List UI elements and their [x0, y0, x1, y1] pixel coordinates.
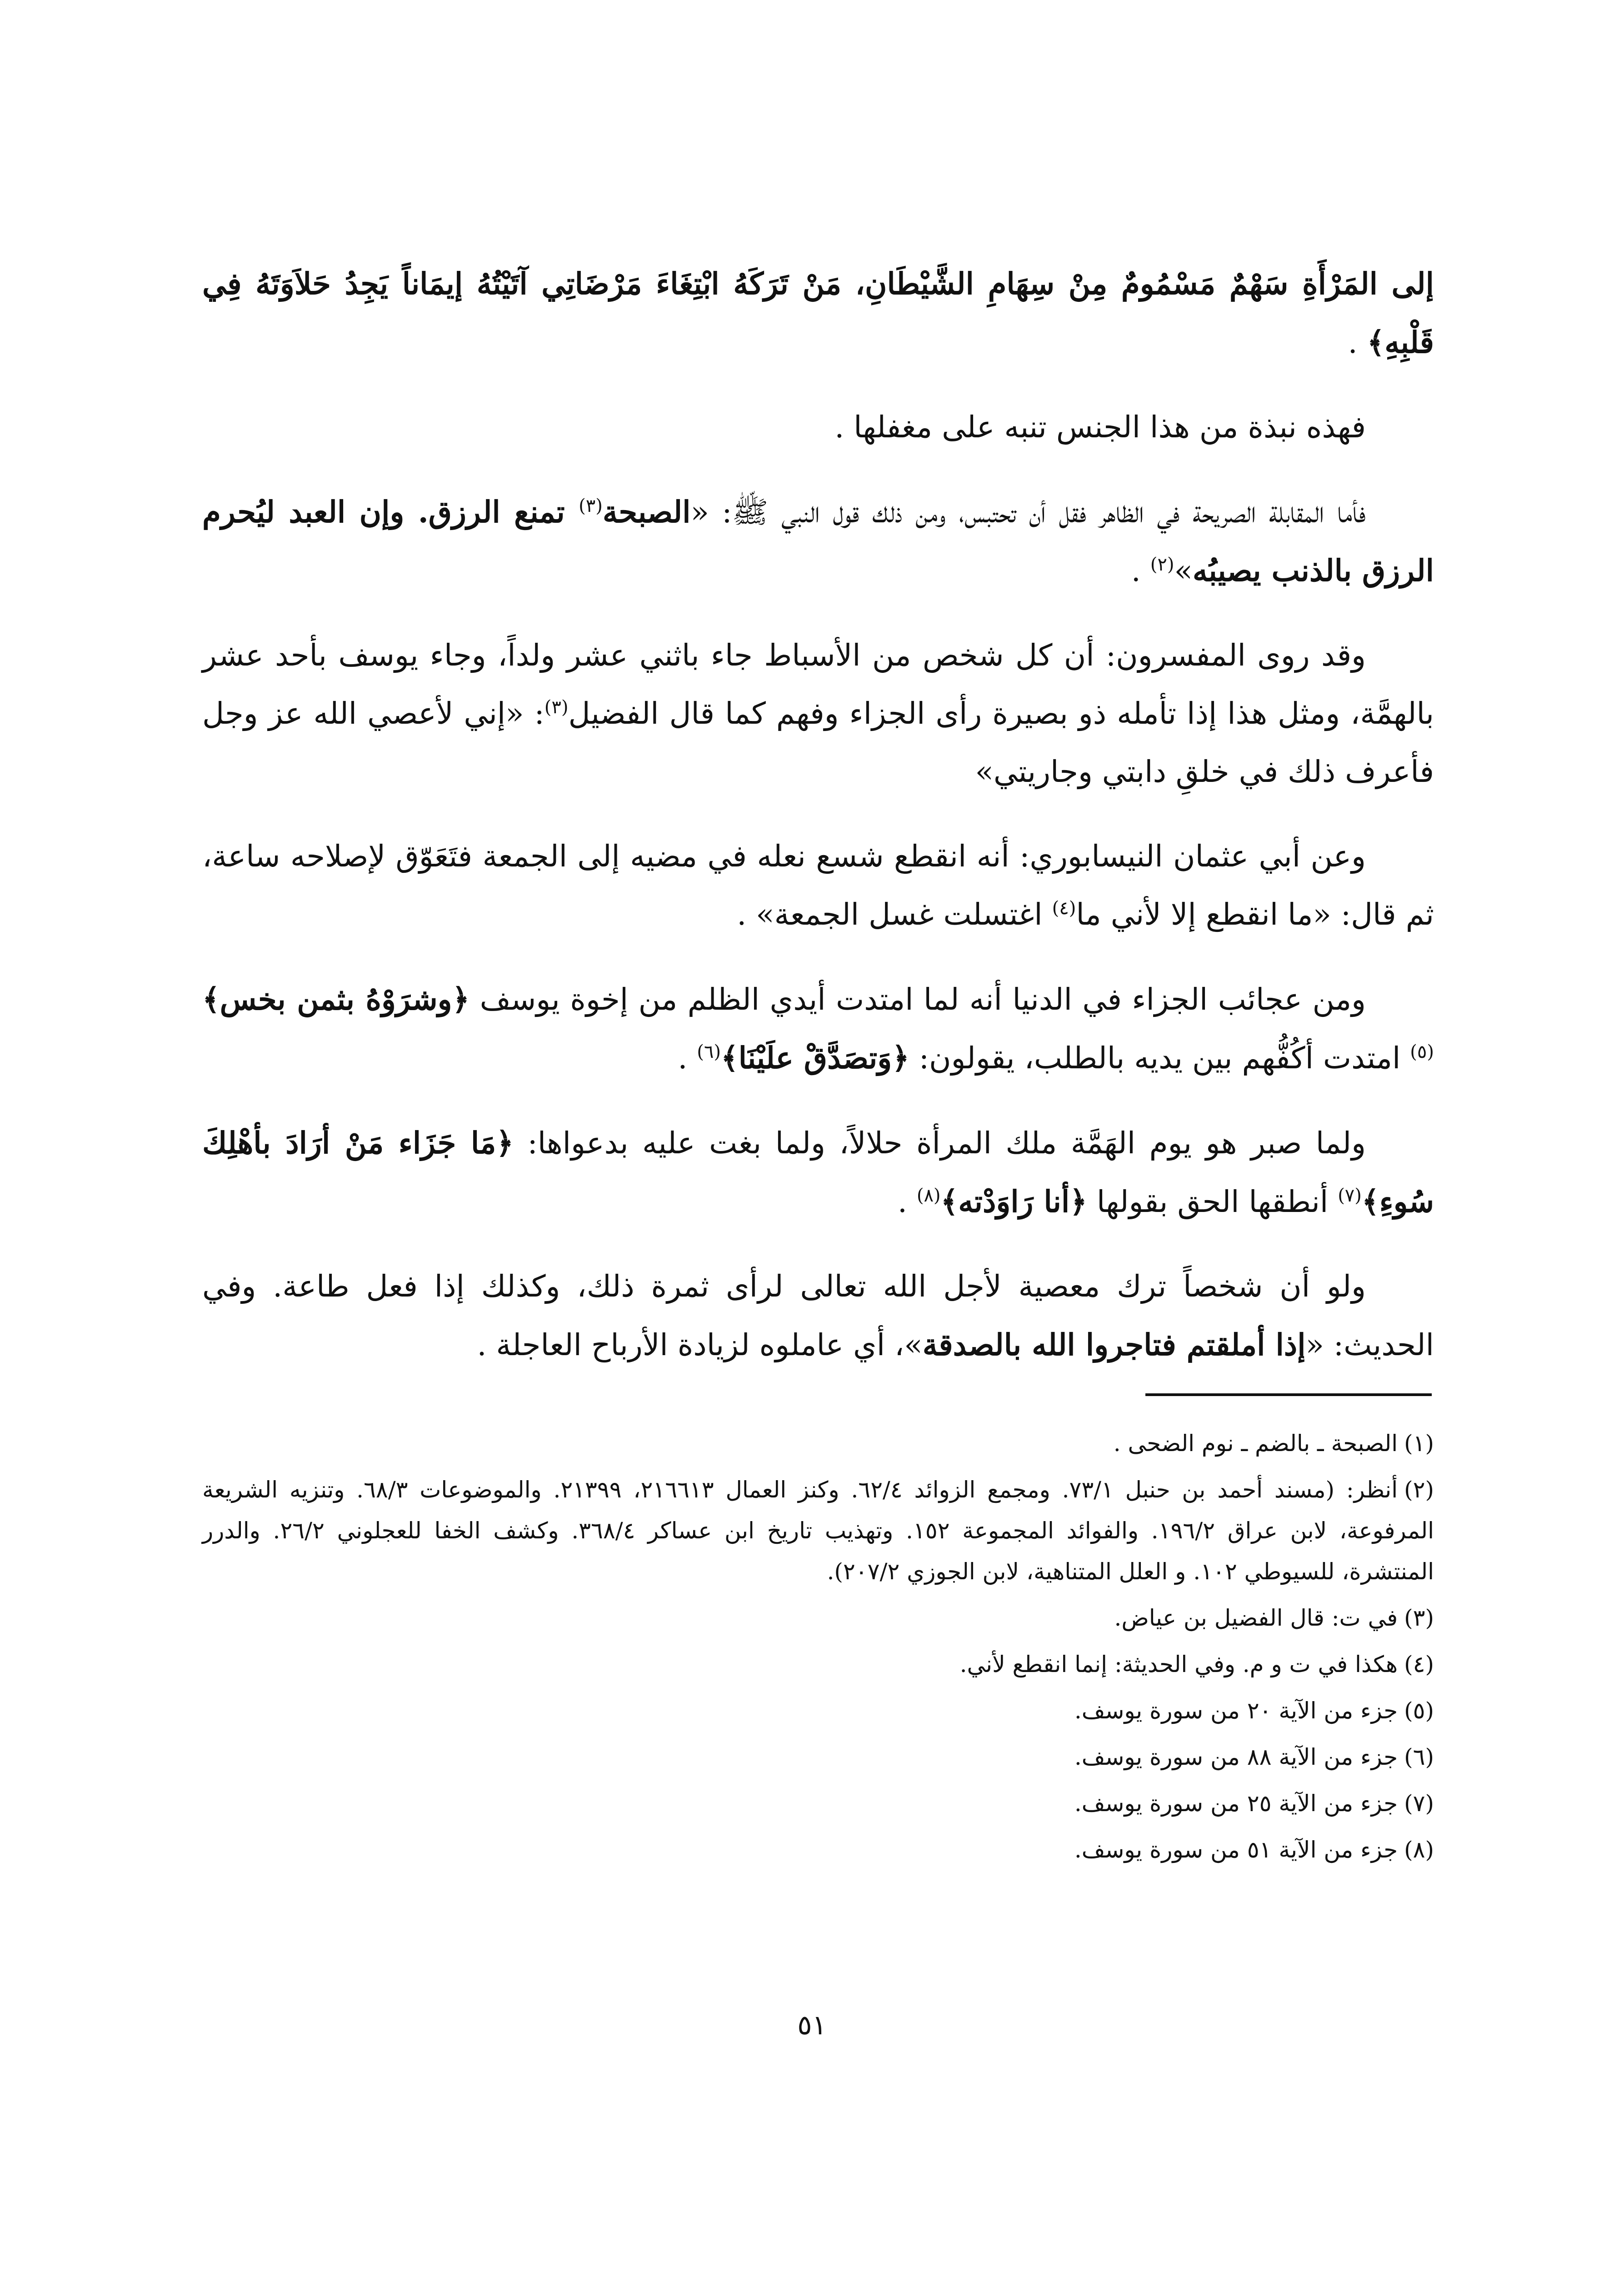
- quoted-text: ﴿مَا جَزَاء مَنْ أرَادَ بأهْلِكَ سُوءِ﴾: [202, 1125, 1434, 1219]
- text-run: اغتسلت غسل الجمعة» .: [737, 897, 1052, 932]
- text-run: ولما صبر هو يوم الهَمَّة ملك المرأة حلالاً، ولما بغت عليه بدعواها:: [514, 1126, 1366, 1161]
- footnote: [202, 1597, 1434, 1638]
- text-run: ومن عجائب الجزاء في الدنيا أنه لما امتدت أيدي الظلم من إخوة يوسف: [470, 982, 1366, 1017]
- footnote-ref: (٤): [1052, 898, 1076, 919]
- footnote: [202, 1644, 1434, 1685]
- text-run: وقد روى المفسرون: أن كل شخص من الأسباط جاء باثني عشر ولداً، وجاء يوسف بأحد عشر بالهمَّة، ومثل هذا إذا تأمله ذو بصيرة رأى الجزاء وفهم كما قال الفضيل: [202, 638, 1434, 731]
- footnote-text: أنظر: (مسند أحمد بن حنبل ٧٣/١. ومجمع الزوائد ٦٢/٤. وكنز العمال ٢١٦٦١٣، ٢١٣٩٩. والموضوعات ٦٨/٣. وتنزيه الشريعة المرفوعة، لابن عراق ١٩٦/٢. والفوائد المجموعة ١٥٢. وتهذيب تاريخ ابن عساكر ٣٦٨/٤. وكشف الخفا للعجلوني ٢٦/٢. والدرر المنتشرة، للسيوطي ١٠٢. و العلل المتناهية، لابن الجوزي ٢٠٧/٢).: [202, 1477, 1434, 1585]
- footnote-text: هكذا في ت و م. وفي الحديثة: إنما انقطع لأني.: [959, 1651, 1398, 1677]
- footnote-number: (١): [1404, 1430, 1434, 1457]
- footnote-number: (٥): [1404, 1697, 1434, 1724]
- footnote-number: (٨): [1404, 1837, 1434, 1863]
- footnote-ref: (٣): [579, 496, 603, 516]
- footnote-number: (٤): [1404, 1651, 1434, 1677]
- paragraph: [202, 970, 1434, 1087]
- footnote-text: الصبحة ـ بالضم ـ نوم الضحى .: [1113, 1430, 1398, 1457]
- main-text: [202, 255, 1434, 1401]
- paragraph: [202, 1257, 1434, 1374]
- footnote: [202, 1469, 1434, 1592]
- footnote-ref: (٥): [1410, 1041, 1434, 1062]
- footnote-number: (٢): [1404, 1477, 1434, 1503]
- footnote: [202, 1690, 1434, 1731]
- text-run: »: [1174, 553, 1193, 588]
- text-run: أنطقها الحق بقولها: [1087, 1184, 1338, 1219]
- text-run: فأما المقابلة الصريحة في الظاهر فقل أن تحتبس، ومن ذلك قول النبي ﷺ: «: [690, 495, 1366, 530]
- text-run: وعن أبي عثمان النيسابوري: أنه انقطع شسع نعله في مضيه إلى الجمعة فتَعَوّق لإصلاحه ساعة، ثم قال: «ما انقطع إلا لأني ما: [202, 839, 1434, 932]
- text-run: »، أي عاملوه لزيادة الأرباح العاجلة .: [477, 1327, 923, 1362]
- footnote-text: جزء من الآية ٢٠ من سورة يوسف.: [1074, 1697, 1398, 1724]
- footnote-ref: (٧): [1338, 1185, 1362, 1206]
- quoted-text: ﴿وشرَوْهُ بثمن بخس﴾: [202, 981, 470, 1017]
- quoted-text: ﴿أنا رَاوَدْته﴾: [940, 1184, 1087, 1219]
- quoted-text: الصبحة: [602, 494, 691, 530]
- paragraph: [202, 1114, 1434, 1231]
- footnote-number: (٣): [1404, 1605, 1434, 1631]
- footnote: [202, 1737, 1434, 1777]
- text-run: .: [1348, 325, 1367, 360]
- footnote-ref: (٨): [916, 1185, 941, 1206]
- text-run: امتدت أكُفُّهم بين يديه بالطلب، يقولون:: [909, 1041, 1410, 1076]
- paragraph: [202, 827, 1434, 944]
- footnote-number: (٧): [1404, 1790, 1434, 1817]
- paragraph: [202, 626, 1434, 801]
- text-run: ولو أن شخصاً ترك معصية لأجل الله تعالى لرأى ثمرة ذلك، وكذلك إذا فعل طاعة. وفي الحديث: «: [202, 1269, 1434, 1362]
- quoted-text: تمنع الرزق. وإن العبد ليُحرم الرزق بالذنب يصيبُه: [202, 494, 1434, 588]
- text-run: .: [1131, 553, 1150, 588]
- paragraph: [202, 255, 1434, 372]
- paragraph: [202, 398, 1434, 456]
- footnote-ref: (٢): [1150, 554, 1174, 575]
- footnote-text: في ت: قال الفضيل بن عياض.: [1114, 1605, 1398, 1631]
- text-run: : «إني لأعصي الله عز وجل فأعرف ذلك في خلقِ دابتي وجاريتي»: [202, 696, 1434, 789]
- quoted-text: ﴿وَتصَدَّقْ علَيْنَا﴾: [720, 1040, 909, 1076]
- footnote: [202, 1783, 1434, 1824]
- footnote-text: جزء من الآية ٢٥ من سورة يوسف.: [1074, 1790, 1398, 1817]
- quoted-text: إلى المَرْأَةِ سَهْمٌ مَسْمُومٌ مِنْ سِهَامِ الشَّيْطَانِ، مَنْ تَرَكَهُ ابْتِغَاءَ مَرْضَاتِي آتَيْتُهُ إيمَاناً يَجِدُ حَلاَوَتَهُ فِي قَلْبِهِ﴾: [202, 266, 1434, 360]
- paragraph: [202, 483, 1434, 600]
- quoted-text: إذا أملقتم فتاجروا الله بالصدقة: [922, 1327, 1306, 1362]
- footnote-text: جزء من الآية ٥١ من سورة يوسف.: [1074, 1837, 1398, 1863]
- footnote: [202, 1829, 1434, 1870]
- footnote-separator: [1145, 1393, 1432, 1396]
- footnote-text: جزء من الآية ٨٨ من سورة يوسف.: [1074, 1744, 1398, 1770]
- text-run: .: [678, 1041, 697, 1076]
- footnotes: [202, 1423, 1434, 1876]
- text-run: فهذه نبذة من هذا الجنس تنبه على مغفلها .: [834, 410, 1366, 445]
- footnote-ref: (٦): [697, 1041, 721, 1062]
- text-run: .: [897, 1184, 917, 1219]
- footnote: [202, 1423, 1434, 1464]
- footnote-ref: (٣): [544, 697, 569, 718]
- footnote-number: (٦): [1404, 1744, 1434, 1770]
- page-number: ٥١: [797, 2009, 827, 2041]
